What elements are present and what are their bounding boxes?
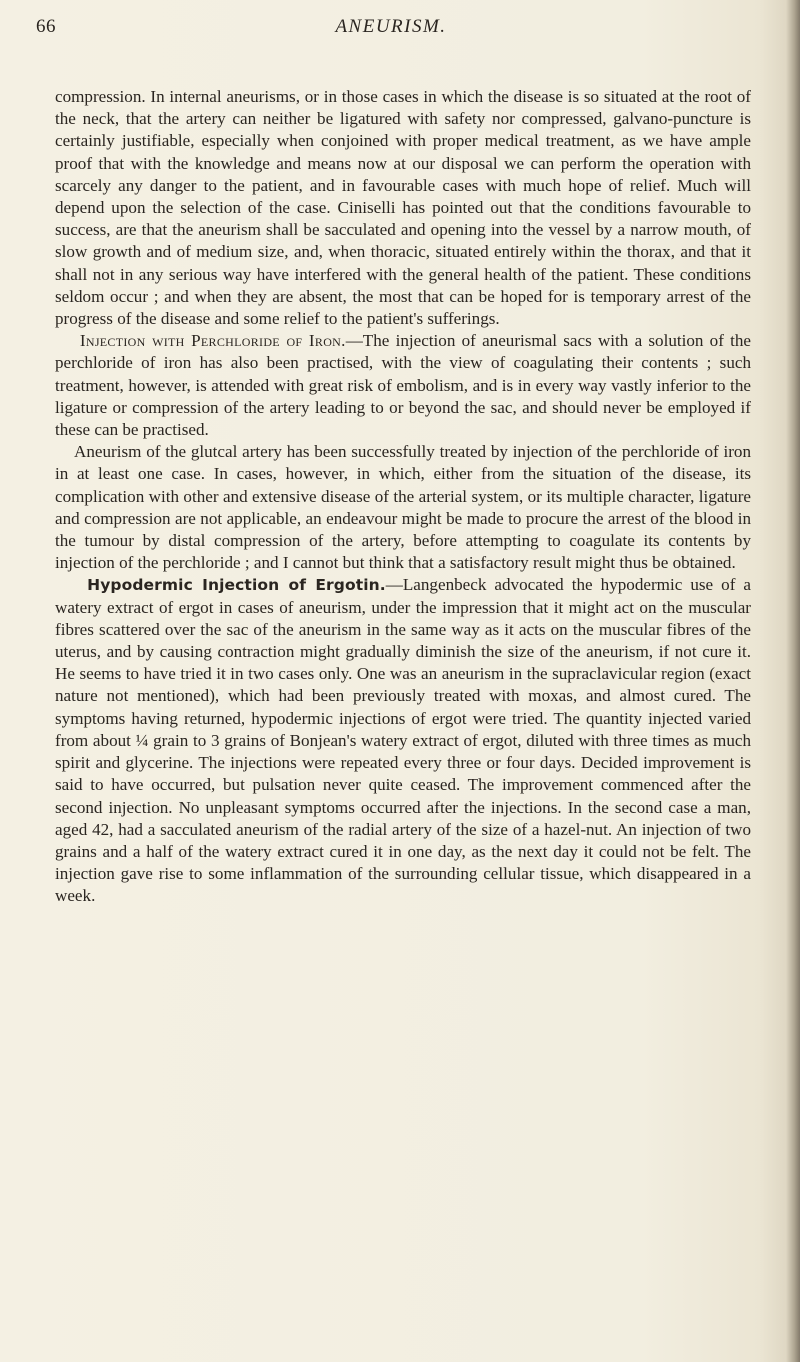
paragraph-text: compression. In internal aneurisms, or in those cases in which the disease is so situated at the root of the neck, that the artery can neither be ligatured with safety nor compressed, galvano-puncture is certainly justifiable, especially when conjoined with proper medical treatment, as we have ample proof that with the knowledge and means now at our disposal we can perform the operation with scarcely any danger to the patient, and in favourable cases with much hope of relief. Much will depend upon the selection of the case. Ciniselli has pointed out that the conditions favourable to success, are that the aneurism shall be sacculated and opening into the vessel by a narrow mouth, of slow growth and of medium size, and, when thoracic, situated entirely within the thorax, and that it shall not in any serious way have interfered with the general health of the patient. These conditions seldom occur ; and when they are absent, the most that can be hoped for is temporary arrest of the progress of the disease and some relief to the patient's sufferings. [55, 87, 751, 329]
paragraph-perchloride-injection [55, 330, 751, 441]
section-heading: Hypodermic Injection of Ergotin. [87, 576, 386, 595]
body-text [55, 86, 751, 908]
running-title: ANEURISM. [335, 16, 447, 37]
paragraph-text: —Langenbeck advocated the hypodermic use of a watery extract of ergot in cases of aneurism, under the impression that it might act on the muscular fibres scattered over the sac of the aneurism in the same way as it acts on the muscular fibres of the uterus, and by causing contraction might gradually diminish the size of the aneurism, if not cure it. He seems to have tried it in two cases only. One was an aneurism in the supraclavicular region (exact nature not mentioned), which had been previously treated with moxas, and almost cured. The symptoms having returned, hypodermic injections of ergot were tried. The quantity injected varied from about ¼ grain to 3 grains of Bonjean's watery extract of ergot, diluted with three times as much spirit and glycerine. The injections were repeated every three or four days. Decided improvement is said to have occurred, but pulsation never quite ceased. The improvement commenced after the second injection. No unpleasant symptoms occurred after the injections. In the second case a man, aged 42, had a sacculated aneurism of the radial artery of the size of a hazel-nut. An injection of two grains and a half of the watery extract cured it in one day, as the next day it could not be felt. The injection gave rise to some inflammation of the surrounding cellular tissue, which disappeared in a week. [55, 575, 752, 906]
paragraph-text: —The injection of aneurismal sacs with a solution of the perchloride of iron has also been practised, with the view of coagulating their contents ; such treatment, however, is attended with great risk of embolism, and is in every way vastly inferior to the ligature or compression of the artery leading to or beyond the sac, and should never be employed if these can be practised. [55, 331, 752, 440]
page-number: 66 [36, 16, 56, 37]
paragraph-galvano-puncture [55, 86, 751, 330]
paragraph-gluteal-aneurism [55, 441, 751, 574]
paragraph-text: Aneurism of the glutcal artery has been successfully treated by injection of the perchloride of iron in at least one case. In cases, however, in which, either from the situation of the disease, its complication with other and extensive disease of the arterial system, or its multiple character, ligature and compression are not applicable, an endeavour might be made to procure the arrest of the blood in the tumour by distal compression of the artery, before attempting to coagulate its contents by injection of the perchloride ; and I cannot but think that a satisfactory result might thus be obtained. [55, 442, 752, 573]
page-header [26, 16, 756, 42]
binding-edge [786, 0, 800, 1362]
paragraph-ergotin-injection [55, 574, 751, 907]
section-heading: Injection with Perchloride of Iron. [79, 331, 346, 351]
